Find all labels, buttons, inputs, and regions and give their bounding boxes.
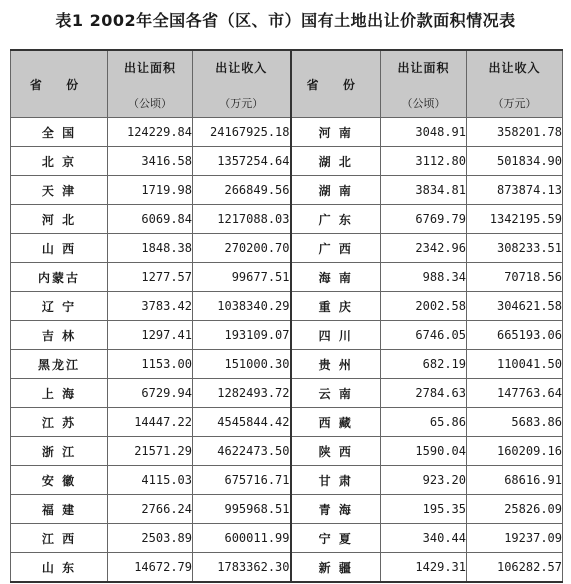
table-row: [11, 524, 563, 553]
province-name: 新 疆: [291, 553, 381, 583]
income-value: 4545844.42: [193, 408, 291, 437]
area-value: 2503.89: [108, 524, 193, 553]
income-value: 358201.78: [467, 118, 563, 147]
header-province-left: 省 份: [11, 50, 108, 118]
province-name: 安 徽: [11, 466, 108, 495]
province-name: 江 西: [11, 524, 108, 553]
table-row: [11, 437, 563, 466]
area-value: 14672.79: [108, 553, 193, 583]
area-value: 1277.57: [108, 263, 193, 292]
income-value: 1783362.30: [193, 553, 291, 583]
area-value: 1297.41: [108, 321, 193, 350]
area-value: 1153.00: [108, 350, 193, 379]
area-value: 65.86: [381, 408, 467, 437]
province-name: 湖 南: [291, 176, 381, 205]
province-name: 湖 北: [291, 147, 381, 176]
province-name: 吉 林: [11, 321, 108, 350]
province-name: 宁 夏: [291, 524, 381, 553]
province-name: 陕 西: [291, 437, 381, 466]
area-value: 6746.05: [381, 321, 467, 350]
province-name: 内蒙古: [11, 263, 108, 292]
table-title: 表1 2002年全国各省（区、市）国有土地出让价款面积情况表: [55, 11, 516, 30]
province-name: 山 东: [11, 553, 108, 583]
area-value: 6069.84: [108, 205, 193, 234]
province-name: 贵 州: [291, 350, 381, 379]
area-value: 923.20: [381, 466, 467, 495]
income-value: 70718.56: [467, 263, 563, 292]
area-value: 2342.96: [381, 234, 467, 263]
income-value: 193109.07: [193, 321, 291, 350]
table-row: [11, 147, 563, 176]
table-row: [11, 292, 563, 321]
province-name: 重 庆: [291, 292, 381, 321]
province-name: 山 西: [11, 234, 108, 263]
table-row: [11, 205, 563, 234]
province-name: 甘 肃: [291, 466, 381, 495]
income-value: 1038340.29: [193, 292, 291, 321]
income-value: 147763.64: [467, 379, 563, 408]
area-value: 340.44: [381, 524, 467, 553]
area-value: 988.34: [381, 263, 467, 292]
area-value: 6729.94: [108, 379, 193, 408]
header-income-label: 出让收入: [488, 61, 541, 75]
table-row: [11, 234, 563, 263]
income-value: 501834.90: [467, 147, 563, 176]
table-row: [11, 321, 563, 350]
income-value: 1282493.72: [193, 379, 291, 408]
area-value: 2766.24: [108, 495, 193, 524]
province-name: 全 国: [11, 118, 108, 147]
income-value: 110041.50: [467, 350, 563, 379]
income-value: 675716.71: [193, 466, 291, 495]
table-row: [11, 466, 563, 495]
income-value: 19237.09: [467, 524, 563, 553]
header-income-left: [193, 50, 291, 118]
province-name: 福 建: [11, 495, 108, 524]
income-value: 304621.58: [467, 292, 563, 321]
area-value: 3783.42: [108, 292, 193, 321]
area-value: 195.35: [381, 495, 467, 524]
province-name: 河 南: [291, 118, 381, 147]
table-row: [11, 553, 563, 583]
province-name: 天 津: [11, 176, 108, 205]
province-name: 海 南: [291, 263, 381, 292]
province-name: 浙 江: [11, 437, 108, 466]
area-value: 3416.58: [108, 147, 193, 176]
income-value: 270200.70: [193, 234, 291, 263]
land-transfer-table: [10, 49, 563, 583]
table-row: [11, 408, 563, 437]
header-area-unit: （公顷）: [401, 97, 446, 110]
header-province-right: 省 份: [291, 50, 381, 118]
income-value: 24167925.18: [193, 118, 291, 147]
table-row: [11, 350, 563, 379]
header-area-right: [381, 50, 467, 118]
income-value: 99677.51: [193, 263, 291, 292]
province-name: 云 南: [291, 379, 381, 408]
income-value: 25826.09: [467, 495, 563, 524]
income-value: 308233.51: [467, 234, 563, 263]
income-value: 1342195.59: [467, 205, 563, 234]
area-value: 3834.81: [381, 176, 467, 205]
province-name: 河 北: [11, 205, 108, 234]
province-name: 上 海: [11, 379, 108, 408]
province-name: 西 藏: [291, 408, 381, 437]
income-value: 873874.13: [467, 176, 563, 205]
area-value: 1719.98: [108, 176, 193, 205]
header-income-label: 出让收入: [215, 61, 268, 75]
income-value: 68616.91: [467, 466, 563, 495]
area-value: 21571.29: [108, 437, 193, 466]
header-area-left: [108, 50, 193, 118]
income-value: 160209.16: [467, 437, 563, 466]
area-value: 3112.80: [381, 147, 467, 176]
area-value: 1429.31: [381, 553, 467, 583]
area-value: 14447.22: [108, 408, 193, 437]
header-area-unit: （公顷）: [128, 97, 172, 110]
table-row: [11, 263, 563, 292]
table-row: [11, 495, 563, 524]
income-value: 106282.57: [467, 553, 563, 583]
province-name: 北 京: [11, 147, 108, 176]
income-value: 4622473.50: [193, 437, 291, 466]
table-row: [11, 379, 563, 408]
area-value: 4115.03: [108, 466, 193, 495]
province-name: 广 东: [291, 205, 381, 234]
province-name: 江 苏: [11, 408, 108, 437]
header-income-unit: （万元）: [492, 97, 537, 110]
area-value: 124229.84: [108, 118, 193, 147]
income-value: 600011.99: [193, 524, 291, 553]
area-value: 6769.79: [381, 205, 467, 234]
table-row: [11, 118, 563, 147]
province-name: 广 西: [291, 234, 381, 263]
income-value: 995968.51: [193, 495, 291, 524]
area-value: 2002.58: [381, 292, 467, 321]
income-value: 1357254.64: [193, 147, 291, 176]
income-value: 266849.56: [193, 176, 291, 205]
area-value: 1848.38: [108, 234, 193, 263]
header-area-label: 出让面积: [123, 61, 176, 75]
area-value: 3048.91: [381, 118, 467, 147]
province-name: 四 川: [291, 321, 381, 350]
area-value: 682.19: [381, 350, 467, 379]
area-value: 1590.04: [381, 437, 467, 466]
table-row: [11, 176, 563, 205]
income-value: 1217088.03: [193, 205, 291, 234]
province-name: 黑龙江: [11, 350, 108, 379]
province-name: 辽 宁: [11, 292, 108, 321]
table-header-row: [11, 50, 563, 118]
table-body: [11, 118, 563, 583]
income-value: 151000.30: [193, 350, 291, 379]
header-income-right: [467, 50, 563, 118]
header-area-label: 出让面积: [397, 61, 450, 75]
province-name: 青 海: [291, 495, 381, 524]
income-value: 665193.06: [467, 321, 563, 350]
header-income-unit: （万元）: [219, 97, 264, 110]
income-value: 5683.86: [467, 408, 563, 437]
area-value: 2784.63: [381, 379, 467, 408]
